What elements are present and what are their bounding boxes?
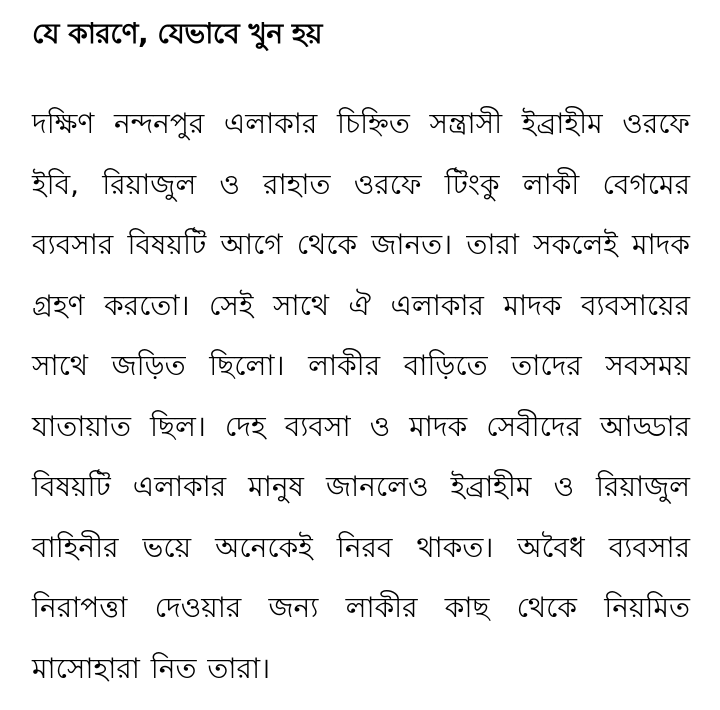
article-headline: যে কারণে, যেভাবে খুন হয় [32, 17, 323, 50]
article-body-paragraph: দক্ষিণ নন্দনপুর এলাকার চিহ্নিত সন্ত্রাসী ইব্রাহীম ওরফে ইবি, রিয়াজুল ও রাহাত ওরফে টিংকু লাকী বেগমের ব্যবসার বিষয়টি আগে থেকে জানত। তারা সকলেই মাদক গ্রহণ করতো। সেই সাথে ঐ এলাকার মাদক ব্যবসায়ের সাথে জড়িত ছিলো। লাকীর বাড়িতে তাদের সবসময় যাতায়াত ছিল। দেহ ব্যবসা ও মাদক সেবীদের আড্ডার বিষয়টি এলাকার মানুষ জানলেও ইব্রাহীম ও রিয়াজুল বাহিনীর ভয়ে অনেকেই নিরব থাকত। অবৈধ ব্যবসার নিরাপত্তা দেওয়ার জন্য লাকীর কাছ থেকে নিয়মিত মাসোহারা নিত তারা। [32, 107, 690, 685]
news-article [32, 0, 690, 710]
